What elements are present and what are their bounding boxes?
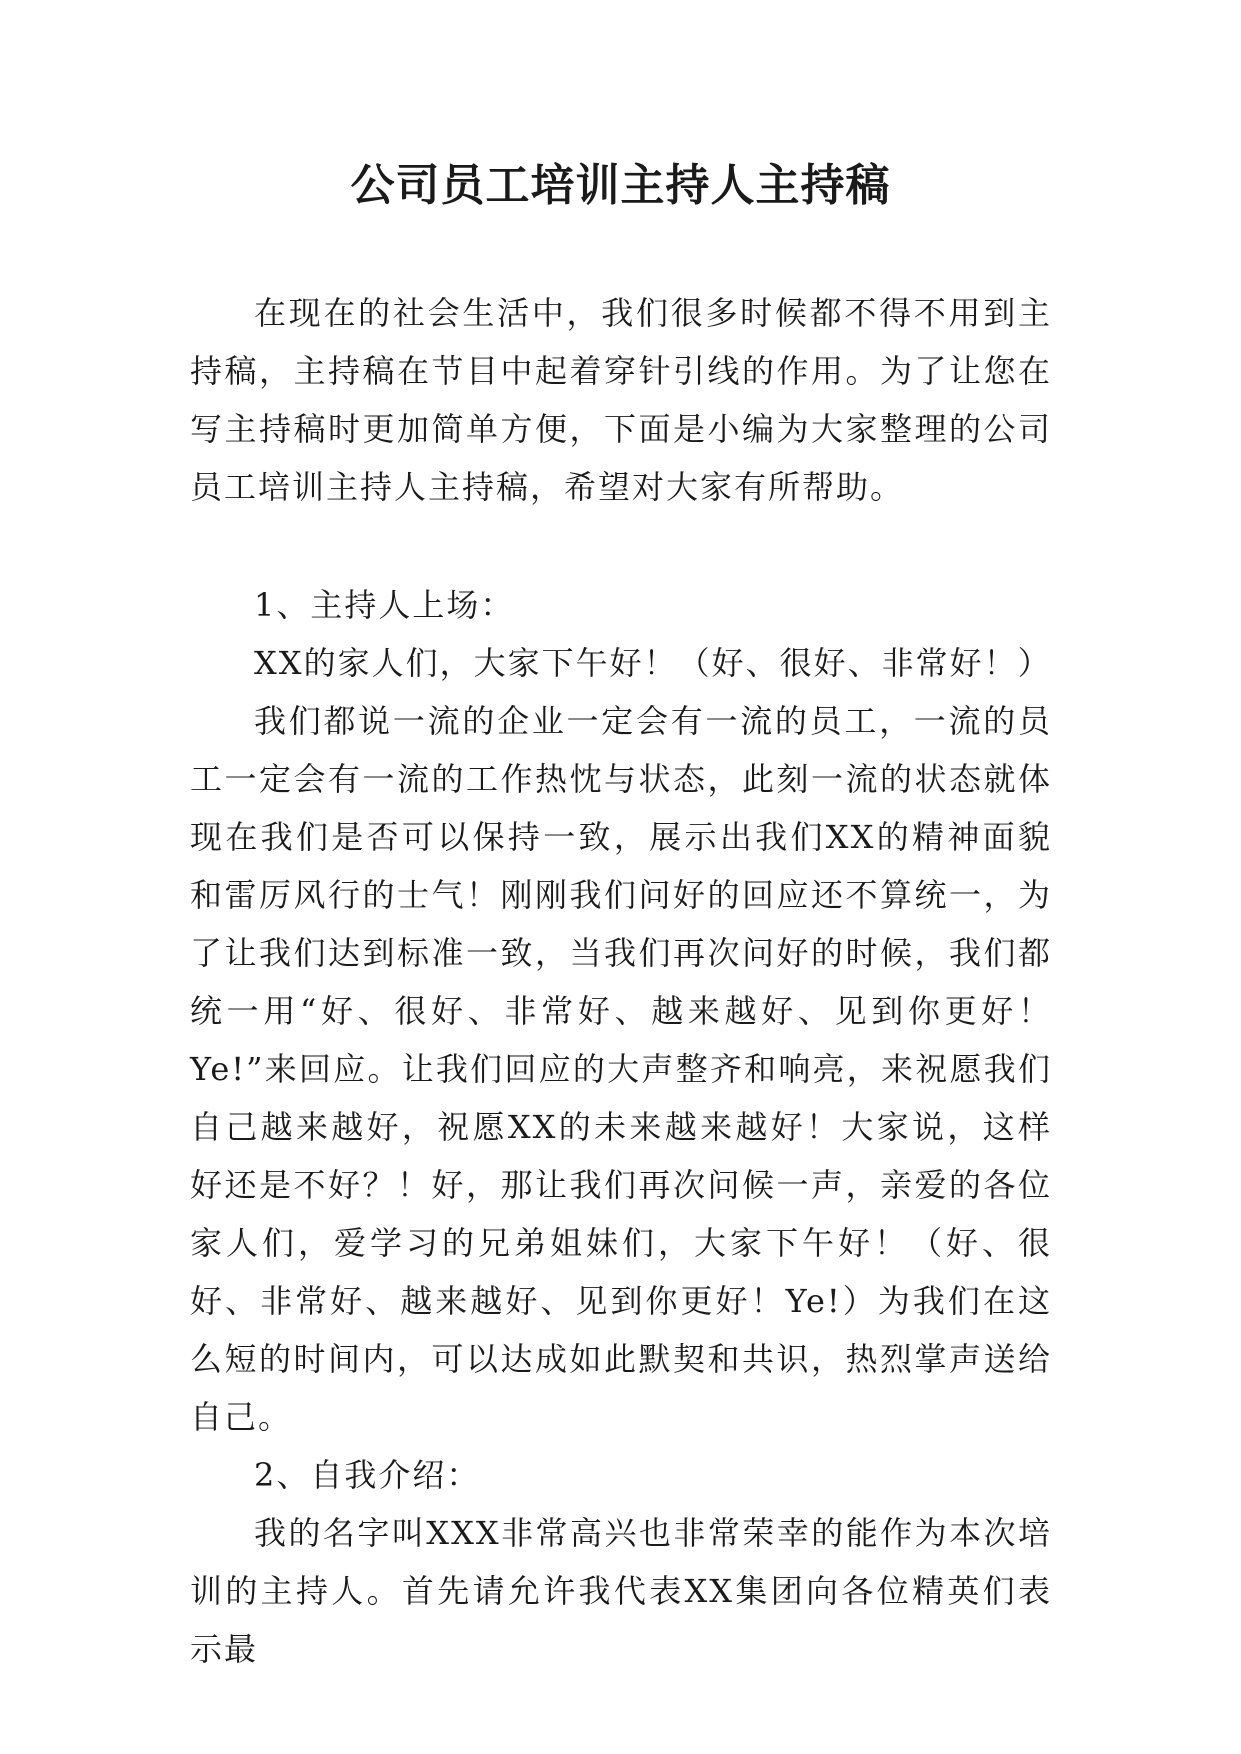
greeting-paragraph: XX的家人们，大家下午好！（好、很好、非常好！） [254,644,1052,682]
intro-paragraph: 在现在的社会生活中，我们很多时候都不得不用到主持稿，主持稿在节目中起着穿针引线的作用。为了让您在写主持稿时更加简单方便，下面是小编为大家整理的公司员工培训主持人主持稿，希望对大家有所帮助。 [190,294,1052,506]
intro-section [190,284,1052,516]
section-heading-self-introduction: 2、自我介绍： [254,1456,481,1494]
document-title: 公司员工培训主持人主持稿 [350,160,891,211]
main-section [190,576,1052,1678]
body-paragraph: 我们都说一流的企业一定会有一流的员工，一流的员工一定会有一流的工作热忱与状态，此刻一流的状态就体现在我们是否可以保持一致，展示出我们XX的精神面貌和雷厉风行的士气！刚刚我们问好的回应还不算统一，为了让我们达到标准一致，当我们再次问好的时候，我们都统一用“好、很好、非常好、越来越好、见到你更好！Ye!”来回应。让我们回应的大声整齐和响亮，来祝愿我们自己越来越好，祝愿XX的未来越来越好！大家说，这样好还是不好？！好，那让我们再次问候一声，亲爱的各位家人们，爱学习的兄弟姐妹们，大家下午好！（好、很好、非常好、越来越好、见到你更好！Ye!）为我们在这么短的时间内，可以达成如此默契和共识，热烈掌声送给自己。 [190,702,1052,1436]
body-paragraph: 我的名字叫XXX非常高兴也非常荣幸的能作为本次培训的主持人。首先请允许我代表XX集团向各位精英们表示最 [190,1514,1052,1668]
section-heading-host-entrance: 1、主持人上场： [254,586,515,624]
